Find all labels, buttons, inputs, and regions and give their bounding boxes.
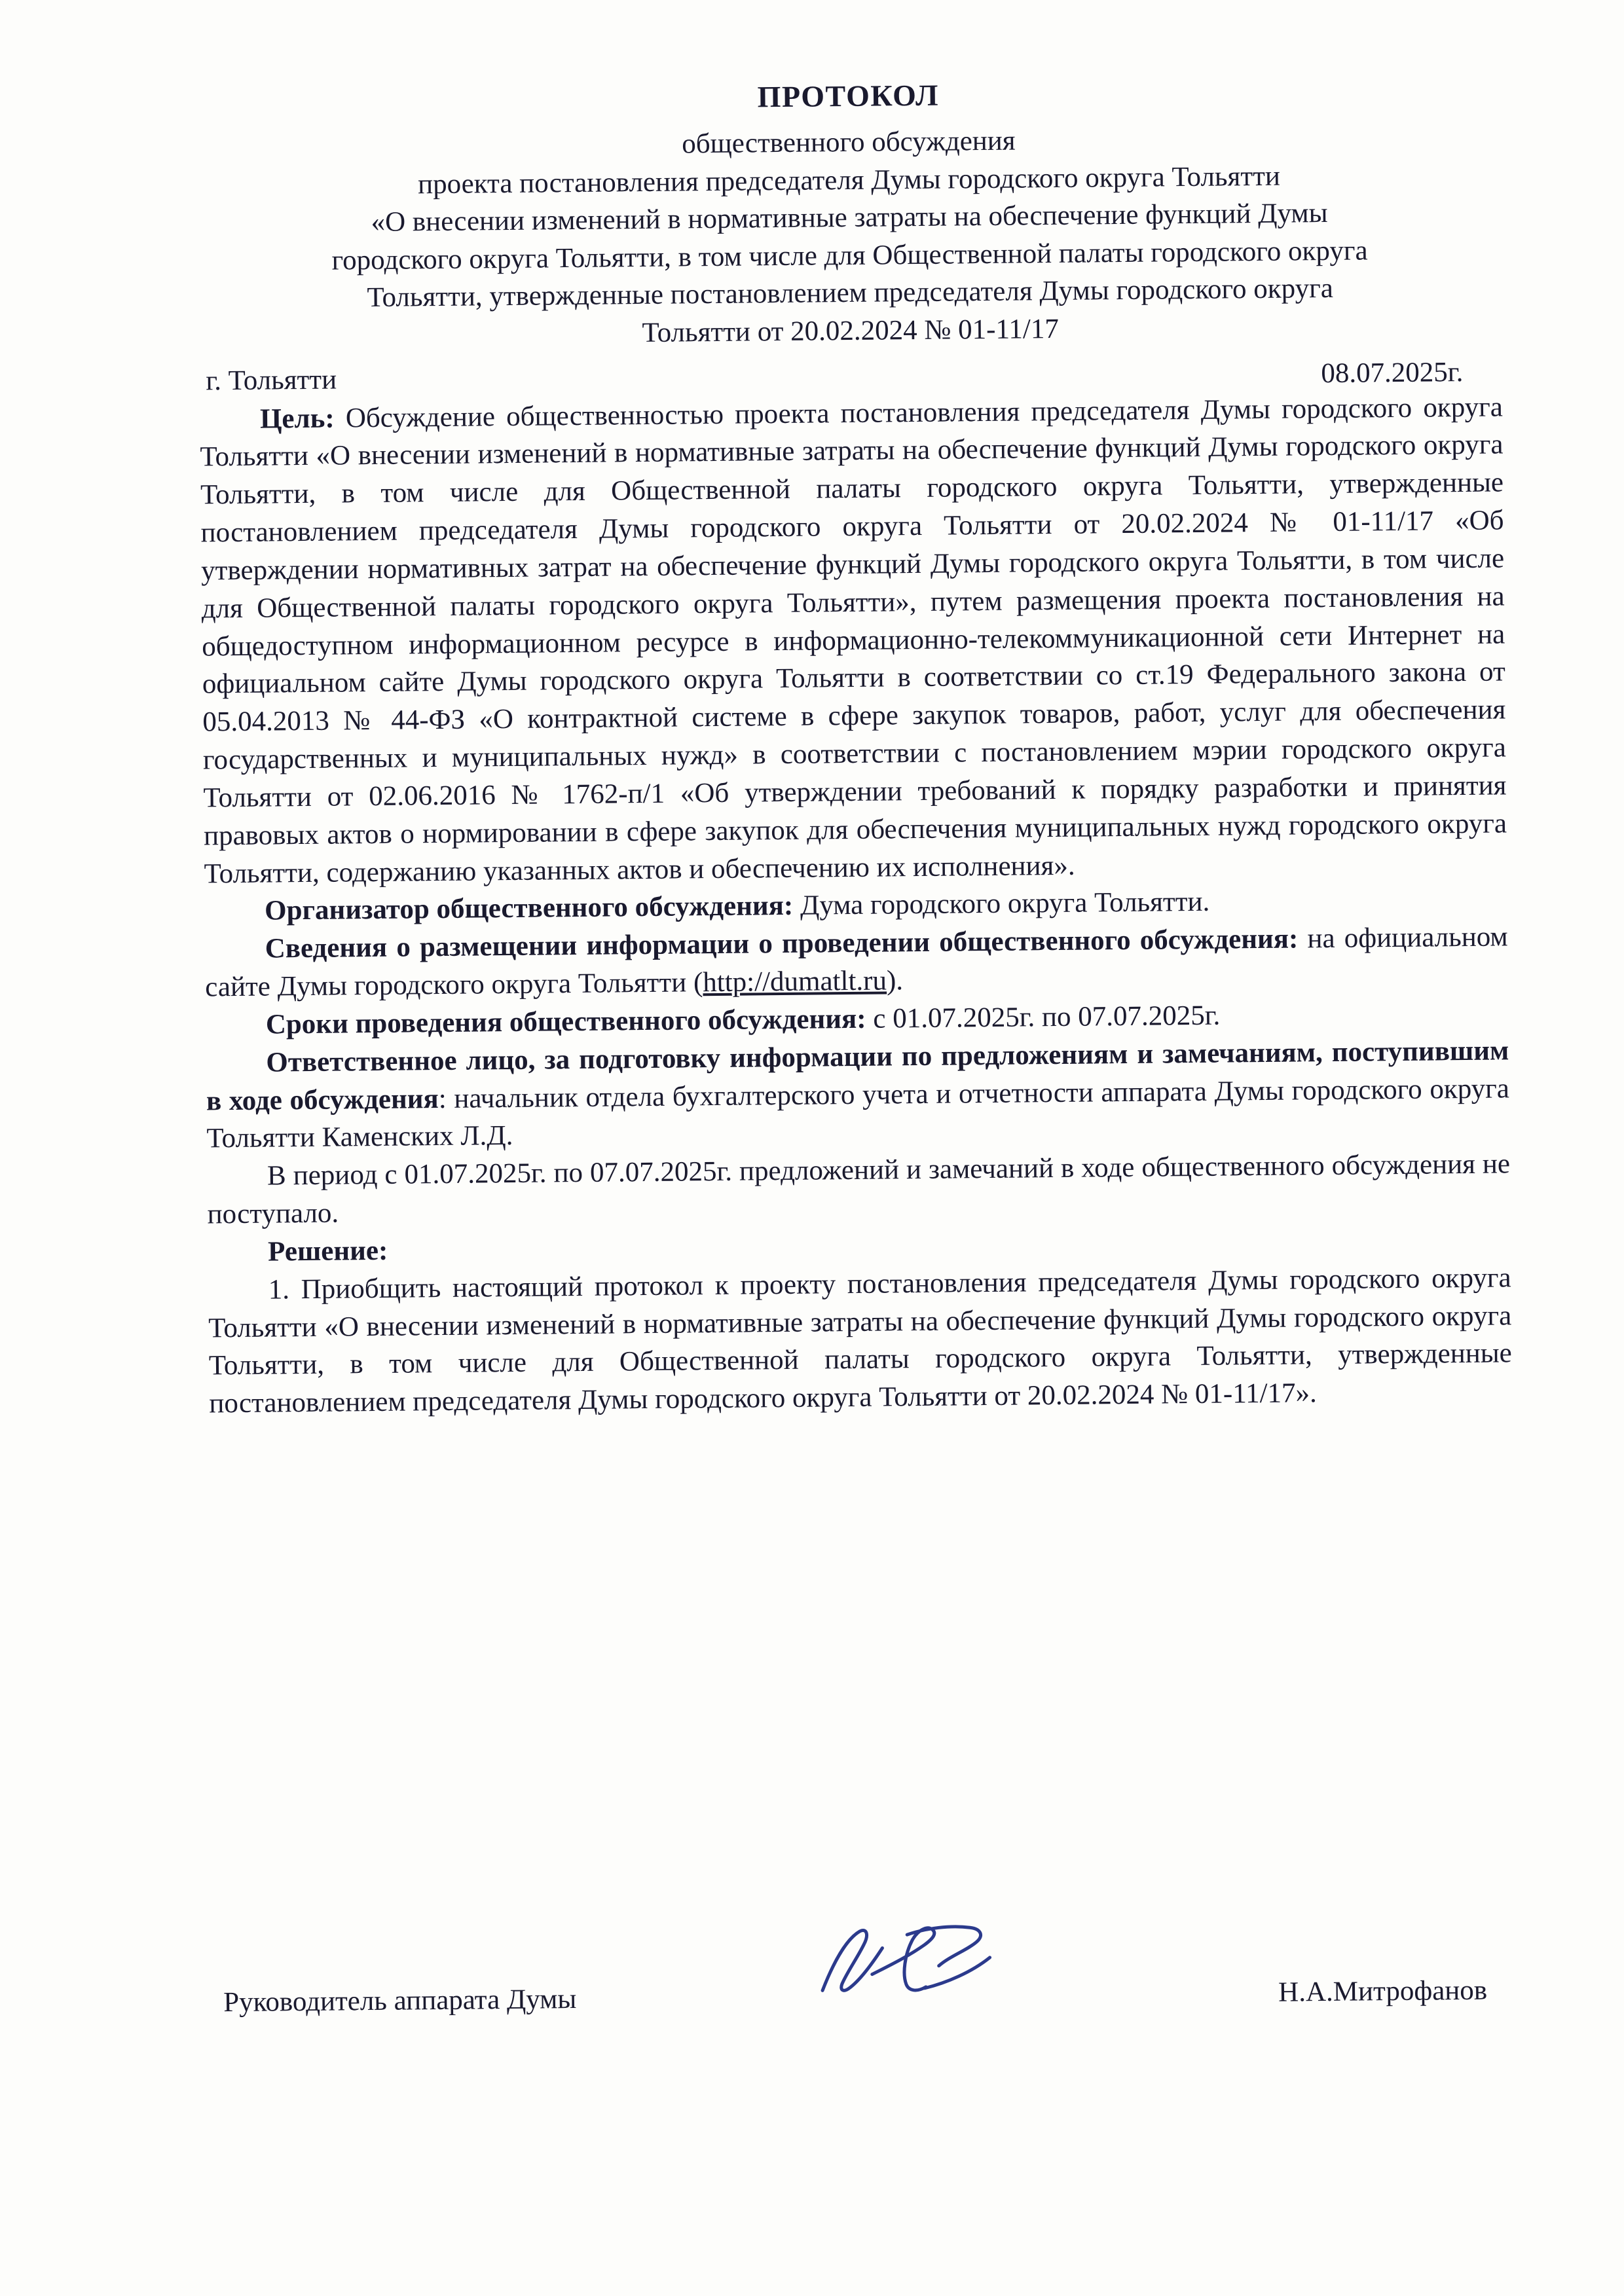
responsible-person-text: : начальник отдела бухгалтерского учета и отчетности аппарата Думы городского округа Тольятти Каменских Л.Д. [206,1072,1510,1154]
signature-block [196,1912,1500,2022]
document-subtitle [197,117,1502,356]
subtitle-line-6: Тольятти от 20.02.2024 № 01-11/17 [642,313,1060,349]
signatory-position: Руководитель аппарата Думы [223,1983,577,2018]
document-city: г. Тольятти [206,364,337,397]
decision-item-number: 1. [268,1273,290,1305]
subtitle-line-3: «О внесении изменений в нормативные затраты на обеспечение функций Думы [371,198,1328,238]
decision-label: Решение: [267,1235,388,1267]
organizer-text: Дума городского округа Тольятти. [793,886,1210,922]
document-date: 08.07.2025г. [1321,356,1464,389]
information-placement-label: Сведения о размещении информации о проведении общественного обсуждения: [265,923,1299,964]
subtitle-line-1: общественного обсуждения [682,125,1016,160]
signature-mark [756,1916,1098,2017]
period-text: с 01.07.2025г. по 07.07.2025г. [866,1000,1221,1034]
subtitle-line-4: городского округа Тольятти, в том числе для Общественной палаты городского округа [331,235,1368,276]
organizer-label: Организатор общественного обсуждения: [264,890,794,927]
title-block [196,72,1502,356]
site-link[interactable]: http://dumatlt.ru [703,965,887,998]
decision-item-text: Приобщить настоящий протокол к проекту постановления председателя Думы городского округа Тольятти «О внесении изменений в нормативные затраты на обеспечение функций Думы городского округа Тольятти, в том числе для Общественной палаты городского округа Тольятти, утвержденные постановлением председателя Думы городского округа Тольятти от 20.02.2024 № 01-11/17». [208,1262,1512,1419]
subtitle-line-5: Тольятти, утвержденные постановлением председателя Думы городского округа [367,273,1334,314]
responsible-person-label: Ответственное лицо, за подготовку информации по предложениям и замечаниям, поступившим в ходе обсуждения [206,1035,1509,1117]
purpose-text: Обсуждение общественностью проекта постановления председателя Думы городского округа Тольятти «О внесении изменений в нормативные затраты на обеспечение функций Думы городского округа Тольятти, в том числе для Общественной палаты городского округа Тольятти, утвержденные постановлением председателя Думы городского округа Тольятти от 20.02.2024 № 01-11/17 «Об утверждении нормативных затрат на обеспечение функций Думы городского округа Тольятти, в том числе для Общественной палаты городского округа Тольятти», путем размещения проекта постановления на общедоступном информационном ресурсе в информационно-телекоммуникационной сети Интернет на официальном сайте Думы городского округа Тольятти в соответствии со ст.19 Федерального закона от 05.04.2013 № 44-ФЗ «О контрактной системе в сфере закупок товаров, работ, услуг для обеспечения государственных и муниципальных нужд» в соответствии с постановлением мэрии городского округа Тольятти от 02.06.2016 № 1762-п/1 «Об утверждении требований к порядку разработки и принятия правовых актов о нормировании в сфере закупок для обеспечения муниципальных нужд городского округа Тольятти, содержанию указанных актов и обеспечению их исполнения». [200,392,1507,890]
subtitle-line-2: проекта постановления председателя Думы городского округа Тольятти [417,160,1281,200]
period-label: Сроки проведения общественного обсуждения: [265,1003,866,1040]
information-placement-text-after: ). [886,965,904,996]
purpose-label: Цель: [259,403,335,435]
information-placement-paragraph [204,919,1508,1007]
information-placement-text: на официальном сайте Думы городского округа Тольятти ( [205,921,1508,1003]
signatory-name: Н.А.Митрофанов [1278,1975,1488,2008]
responsible-person-paragraph [206,1032,1510,1158]
page-title: ПРОТОКОЛ [757,78,940,114]
handwritten-signature-icon [809,1910,1033,2016]
purpose-paragraph [200,388,1507,893]
document-body [196,72,1513,1423]
no-proposals-paragraph: В период с 01.07.2025г. по 07.07.2025г. предложений и замечаний в ходе общественного обсуждения не поступало. [207,1148,1511,1230]
decision-item-1 [208,1259,1512,1423]
